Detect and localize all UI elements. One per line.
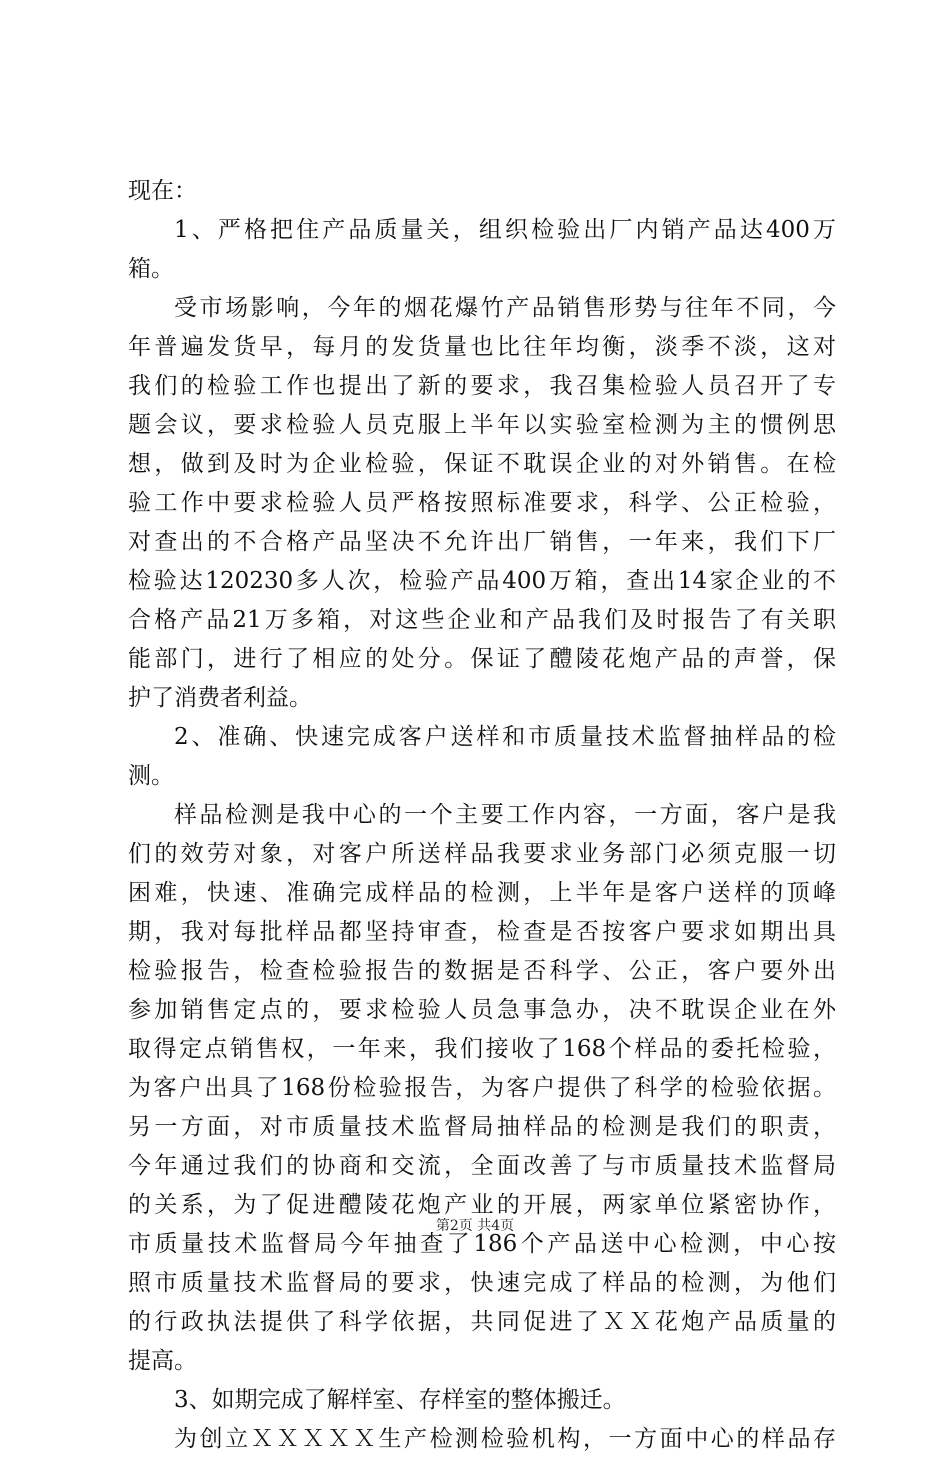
text-line: 2、准确、快速完成客户送样和市质量技术监督抽样品的检 [174,724,836,750]
text-line: 1、严格把住产品质量关，组织检验出厂内销产品达400万 [174,217,836,243]
text-line: 能部门，进行了相应的处分。保证了醴陵花炮产品的声誉，保 [128,646,836,672]
text-line: 另一方面，对市质量技术监督局抽样品的检测是我们的职责， [128,1114,836,1140]
text-line: 的关系，为了促进醴陵花炮产业的开展，两家单位紧密协作， [128,1192,836,1218]
text-line: 我们的检验工作也提出了新的要求，我召集检验人员召开了专 [128,373,836,399]
text-line: 年普遍发货早，每月的发货量也比往年均衡，淡季不淡，这对 [128,334,836,360]
text-line: 检验达120230多人次，检验产品400万箱，查出14家企业的不 [128,568,836,594]
text-line: 提高。 [128,1348,197,1374]
text-line: 期，我对每批样品都坚持审查，检查是否按客户要求如期出具 [128,919,836,945]
text-line: 们的效劳对象，对客户所送样品我要求业务部门必须克服一切 [128,841,836,867]
text-line: 题会议，要求检验人员克服上半年以实验室检测为主的惯例思 [128,412,836,438]
text-line: 今年通过我们的协商和交流，全面改善了与市质量技术监督局 [128,1153,836,1179]
text-line: 受市场影响，今年的烟花爆竹产品销售形势与往年不同，今 [174,295,836,321]
text-line: 样品检测是我中心的一个主要工作内容，一方面，客户是我 [174,802,836,828]
text-line: 参加销售定点的，要求检验人员急事急办，决不耽误企业在外 [128,997,836,1023]
text-line: 市质量技术监督局今年抽查了186个产品送中心检测，中心按 [128,1231,836,1257]
text-line: 护了消费者利益。 [128,685,312,711]
text-line: 检验报告，检查检验报告的数据是否科学、公正，客户要外出 [128,958,836,984]
text-line: 困难，快速、准确完成样品的检测，上半年是客户送样的顶峰 [128,880,836,906]
text-line: 的行政执法提供了科学依据，共同促进了ＸＸ花炮产品质量的 [128,1309,836,1335]
text-line: 想，做到及时为企业检验，保证不耽误企业的对外销售。在检 [128,451,836,477]
text-line: 现在： [128,178,197,204]
text-line: 箱。 [128,256,174,282]
text-line: 对查出的不合格产品坚决不允许出厂销售，一年来，我们下厂 [128,529,836,555]
text-line: 为客户出具了168份检验报告，为客户提供了科学的检验依据。 [128,1075,836,1101]
text-line: 合格产品21万多箱，对这些企业和产品我们及时报告了有关职 [128,607,836,633]
document-body [128,172,836,1459]
text-line: 照市质量技术监督局的要求，快速完成了样品的检测，为他们 [128,1270,836,1296]
text-line: 3、如期完成了解样室、存样室的整体搬迁。 [174,1387,626,1413]
text-line: 为创立ＸＸＸＸＸ生产检测检验机构，一方面中心的样品存 [174,1426,836,1452]
text-line: 测。 [128,763,174,789]
page-footer: 第2页 共4页 [435,1218,515,1234]
text-line: 验工作中要求检验人员严格按照标准要求，科学、公正检验， [128,490,836,516]
text-line: 取得定点销售权，一年来，我们接收了168个样品的委托检验， [128,1036,836,1062]
